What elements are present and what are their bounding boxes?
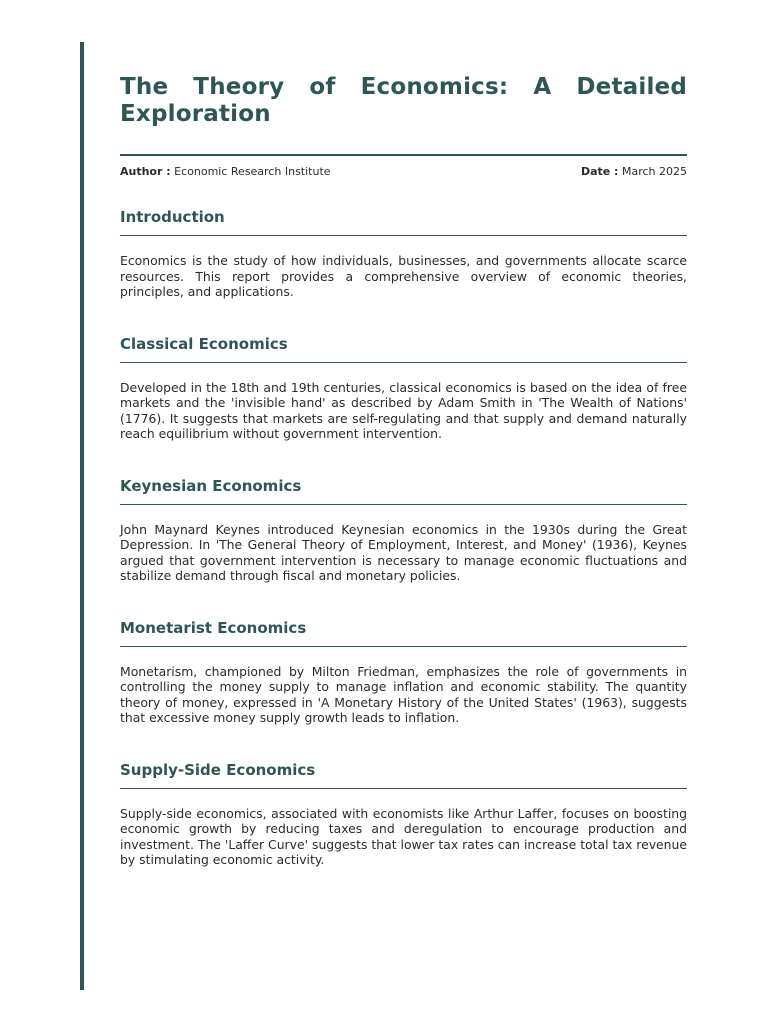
author-value: Economic Research Institute — [174, 165, 331, 178]
section-paragraph: Economics is the study of how individuals, businesses, and governments allocate scarce resources. This report provides a comprehensive overview of economic theories, principles, and applications. — [120, 253, 687, 299]
date-label: Date : — [580, 165, 619, 178]
section-divider — [120, 235, 687, 236]
section-paragraph: Developed in the 18th and 19th centuries, classical economics is based on the idea of free markets and the 'invisible hand' as described by Adam Smith in 'The Wealth of Nations' (1776). It suggests that markets are self-regulating and that supply and demand naturally reach equilibrium without government intervention. — [120, 379, 687, 441]
document-title: The Theory of Economics: A Detailed Exploration — [120, 74, 687, 127]
author-info — [120, 165, 331, 179]
date-info — [581, 165, 687, 179]
document-body — [120, 74, 687, 868]
author-label: Author : — [120, 165, 171, 178]
left-margin-rule — [80, 42, 84, 990]
section-divider — [120, 362, 687, 363]
section-paragraph: Supply-side economics, associated with economists like Arthur Laffer, focuses on boosting economic growth by reducing taxes and deregulation to encourage production and investment. The 'Laffer Curve' suggests that lower tax rates can increase total tax revenue by stimulating economic activity. — [120, 805, 687, 867]
section-heading: Keynesian Economics — [120, 476, 302, 495]
title-divider — [120, 154, 687, 156]
section-heading: Supply-Side Economics — [120, 760, 316, 779]
section-heading: Classical Economics — [120, 334, 288, 353]
section-divider — [120, 504, 687, 505]
section-introduction — [120, 208, 687, 300]
section-keynesian-economics — [120, 477, 687, 584]
date-value: March 2025 — [621, 165, 687, 178]
section-paragraph: John Maynard Keynes introduced Keynesian economics in the 1930s during the Great Depression. In 'The General Theory of Employment, Interest, and Money' (1936), Keynes argued that government intervention is necessary to manage economic fluctuations and stabilize demand through fiscal and monetary policies. — [120, 521, 687, 583]
section-divider — [120, 788, 687, 789]
section-classical-economics — [120, 335, 687, 442]
section-supply-side-economics — [120, 761, 687, 868]
document-meta — [120, 165, 687, 179]
section-monetarist-economics — [120, 619, 687, 726]
section-heading: Monetarist Economics — [120, 618, 307, 637]
section-paragraph: Monetarism, championed by Milton Friedman, emphasizes the role of governments in controlling the money supply to manage inflation and economic stability. The quantity theory of money, expressed in 'A Monetary History of the United States' (1963), suggests that excessive money supply growth leads to inflation. — [120, 663, 687, 725]
section-divider — [120, 646, 687, 647]
section-heading: Introduction — [120, 208, 225, 226]
